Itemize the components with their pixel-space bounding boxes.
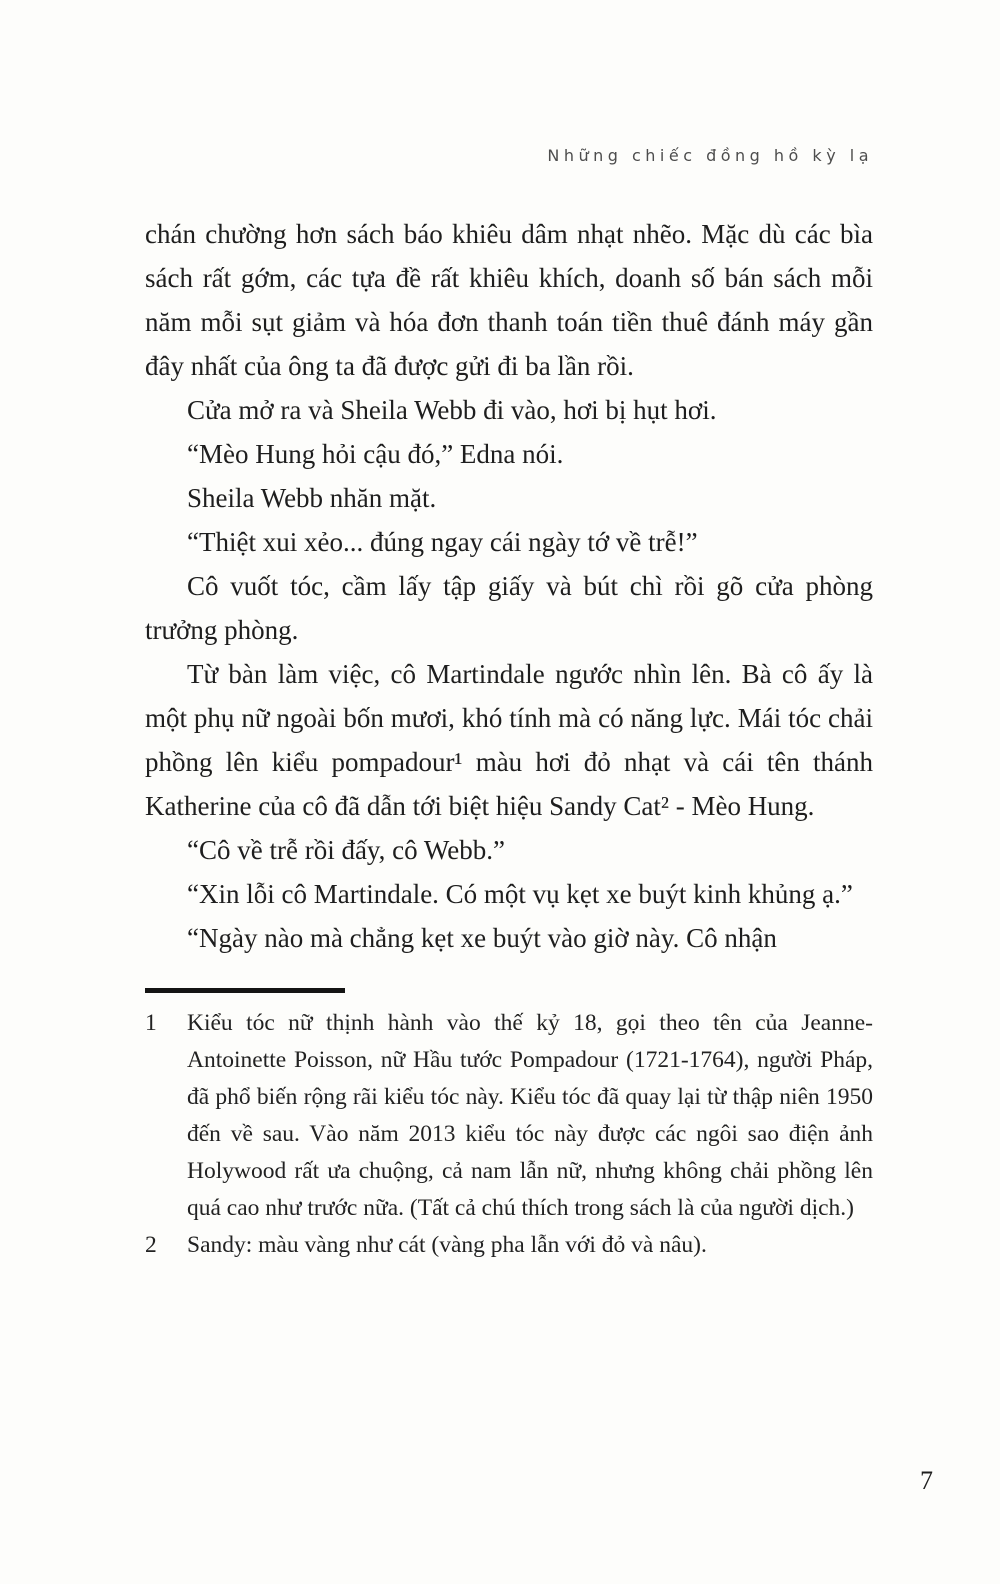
paragraph: “Xin lỗi cô Martindale. Có một vụ kẹt xe buýt kinh khủng ạ.” xyxy=(187,879,853,909)
paragraph: “Mèo Hung hỏi cậu đó,” Edna nói. xyxy=(187,439,564,469)
paragraph: “Thiệt xui xẻo... đúng ngay cái ngày tớ về trễ!” xyxy=(187,527,698,557)
page-number: 7 xyxy=(920,1466,933,1495)
footnote-number: 2 xyxy=(145,1232,157,1258)
paragraph: “Cô về trễ rồi đấy, cô Webb.” xyxy=(187,835,505,865)
body-text xyxy=(145,212,873,1264)
footnote-number: 1 xyxy=(145,1010,157,1036)
footnote xyxy=(145,1005,873,1227)
paragraph: Cô vuốt tóc, cầm lấy tập giấy và bút chì rồi gõ cửa phòng trưởng phòng. xyxy=(145,571,873,645)
footnote-text: Kiểu tóc nữ thịnh hành vào thế kỷ 18, gọi theo tên của Jeanne-Antoinette Poisson, nữ Hầu tước Pompadour (1721-1764), người Pháp, đã phổ biến rộng rãi kiểu tóc này. Kiểu tóc đã quay lại từ thập niên 1950 đến về sau. Vào năm 2013 kiểu tóc này được các ngôi sao điện ảnh Holywood rất ưa chuộng, cả nam lẫn nữ, nhưng không chải phồng lên quá cao như trước nữa. (Tất cả chú thích trong sách là của người dịch.) xyxy=(187,1010,873,1221)
running-title: Những chiếc đồng hồ kỳ lạ xyxy=(547,146,873,165)
paragraph: Sheila Webb nhăn mặt. xyxy=(187,483,437,513)
paragraph: Cửa mở ra và Sheila Webb đi vào, hơi bị hụt hơi. xyxy=(187,395,717,425)
paragraph: chán chường hơn sách báo khiêu dâm nhạt nhẽo. Mặc dù các bìa sách rất gớm, các tựa đề rất khiêu khích, doanh số bán sách mỗi năm mỗi sụt giảm và hóa đơn thanh toán tiền thuê đánh máy gần đây nhất của ông ta đã được gửi đi ba lần rồi. xyxy=(145,219,873,381)
footnotes xyxy=(145,1005,873,1264)
paragraph: Từ bàn làm việc, cô Martindale ngước nhìn lên. Bà cô ấy là một phụ nữ ngoài bốn mươi, khó tính mà có năng lực. Mái tóc chải phồng lên kiểu pompadour¹ màu hơi đỏ nhạt và cái tên thánh Katherine của cô đã dẫn tới biệt hiệu Sandy Cat² - Mèo Hung. xyxy=(145,659,873,821)
footnote-text: Sandy: màu vàng như cát (vàng pha lẫn với đỏ và nâu). xyxy=(187,1232,707,1258)
footnote-separator-rule xyxy=(145,988,345,993)
footnote xyxy=(145,1227,873,1264)
paragraph: “Ngày nào mà chẳng kẹt xe buýt vào giờ này. Cô nhận xyxy=(187,923,777,953)
